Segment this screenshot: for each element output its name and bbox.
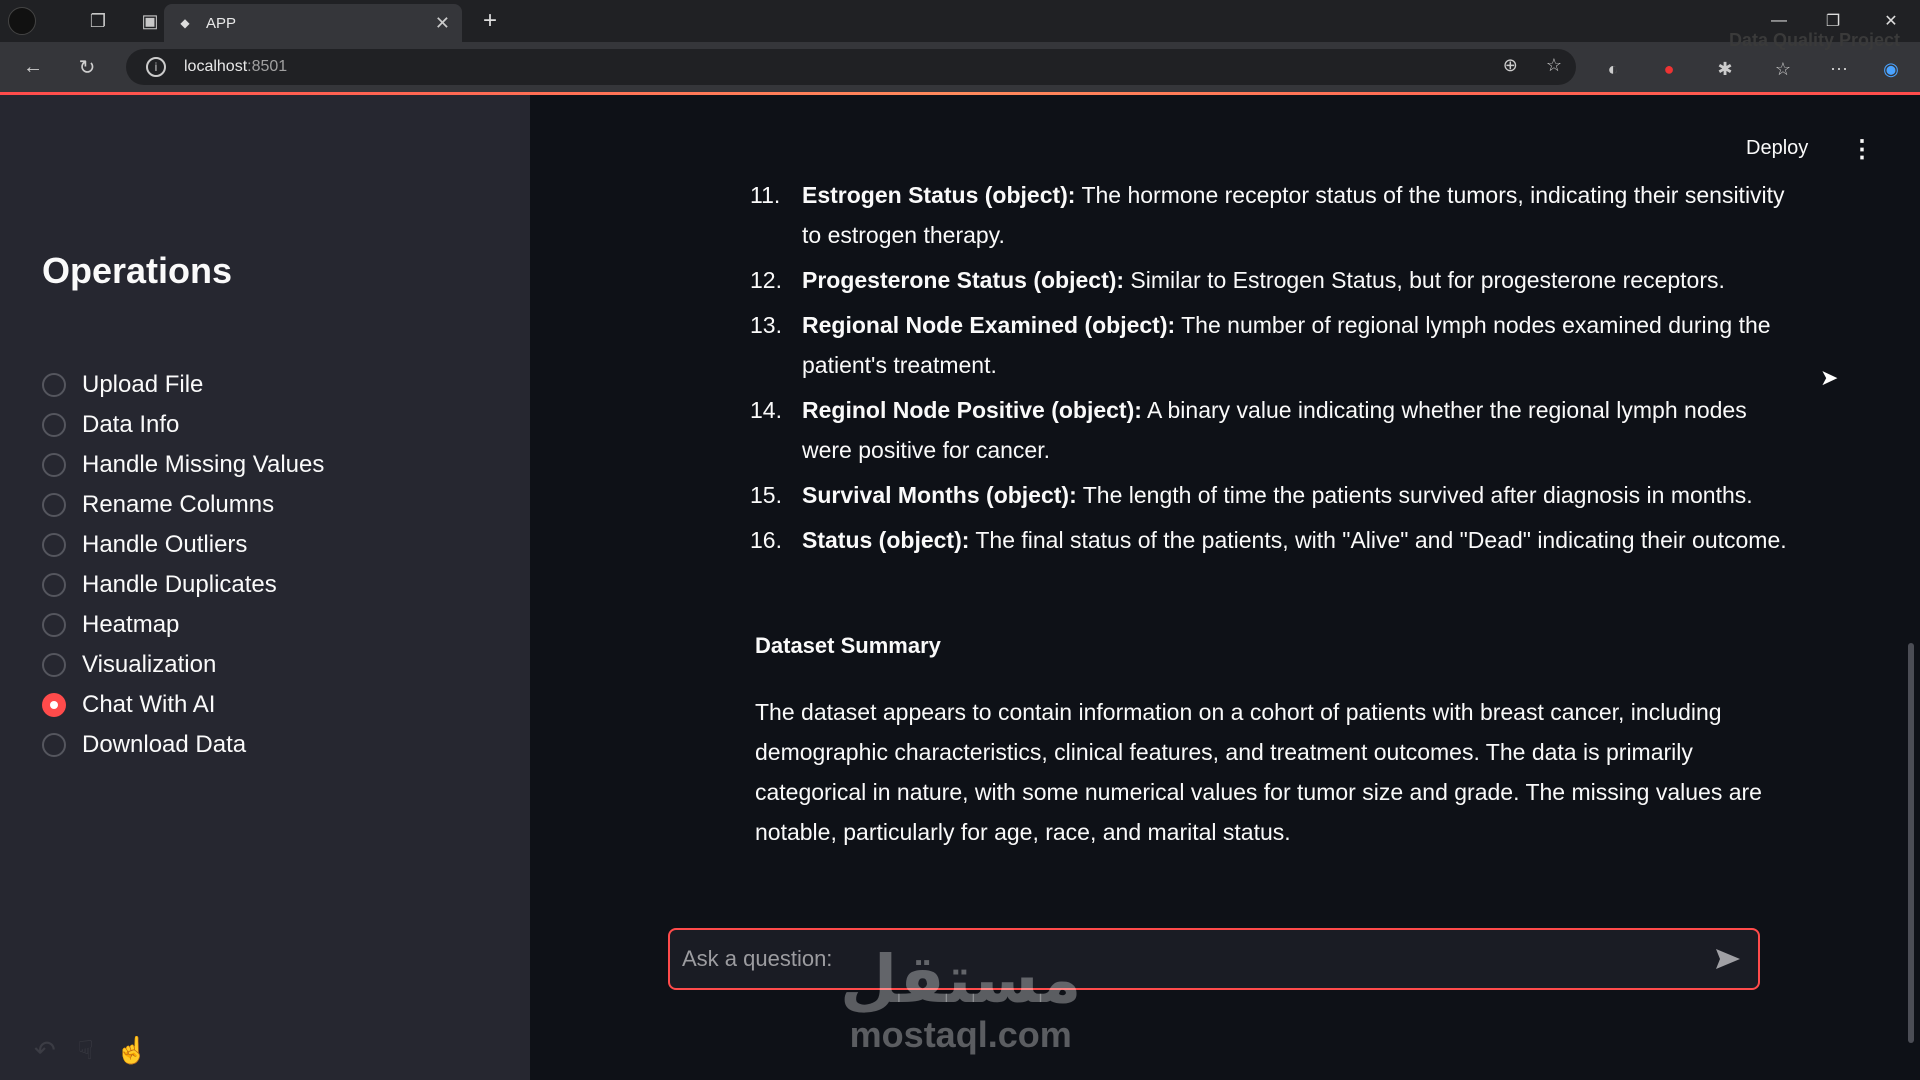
- radio-circle[interactable]: [42, 653, 66, 677]
- list-item: 14. Reginol Node Positive (object): A binary value indicating whether the regional lymph nodes were positive for cancer.: [750, 397, 1747, 463]
- new-tab-button[interactable]: +: [482, 7, 497, 34]
- list-item: 13. Regional Node Examined (object): The number of regional lymph nodes examined during the patient's treatment.: [750, 312, 1771, 378]
- radio-circle[interactable]: [42, 493, 66, 517]
- deploy-button[interactable]: Deploy: [1746, 137, 1809, 159]
- radio-circle[interactable]: [42, 453, 66, 477]
- radio-download-data[interactable]: [42, 725, 324, 765]
- thumbs-down-icon[interactable]: ☟: [77, 1035, 94, 1065]
- workspaces-icon[interactable]: ❐: [89, 10, 107, 31]
- address-bar[interactable]: [126, 49, 1576, 85]
- operations-radio-group: [42, 365, 324, 765]
- dataset-summary-heading: Dataset Summary: [755, 633, 941, 658]
- site-info-icon[interactable]: i: [146, 57, 166, 77]
- streamlit-favicon: ◆: [180, 16, 190, 30]
- copilot-icon[interactable]: ◉: [1883, 58, 1899, 79]
- radio-handle-duplicates[interactable]: [42, 565, 324, 605]
- send-icon[interactable]: [1698, 930, 1758, 988]
- radio-circle[interactable]: [42, 373, 66, 397]
- mouse-cursor-icon: ➤: [1820, 365, 1839, 390]
- list-item: 12. Progesterone Status (object): Similar to Estrogen Status, but for progesterone receptors.: [750, 267, 1725, 293]
- radio-label: Data Info: [82, 411, 180, 438]
- vertical-tabs-icon[interactable]: ▣: [141, 10, 159, 31]
- radio-rename-columns[interactable]: [42, 485, 324, 525]
- radio-label: Handle Duplicates: [82, 571, 277, 598]
- minimize-icon[interactable]: —: [1771, 12, 1787, 29]
- dataset-summary-text: The dataset appears to contain information on a cohort of patients with breast cancer, including demographic characteristics, clinical features, and treatment outcomes. The data is primarily categorical in nature, with some numerical values for tumor size and grade. The missing values are notable, particularly for age, race, and marital status.: [755, 699, 1762, 845]
- list-item: 16. Status (object): The final status of the patients, with "Alive" and "Dead" indicating their outcome.: [750, 527, 1787, 553]
- zoom-icon[interactable]: ⊕: [1502, 55, 1518, 75]
- feedback-icons: [34, 1035, 148, 1066]
- radio-label: Handle Missing Values: [82, 451, 325, 478]
- radio-chat-with-ai[interactable]: [42, 685, 324, 725]
- radio-label: Heatmap: [82, 611, 180, 638]
- radio-label: Download Data: [82, 731, 247, 758]
- browser-nav-bar: [0, 42, 1920, 92]
- main-scrollbar[interactable]: [1908, 643, 1914, 1043]
- tab-title: APP: [206, 14, 237, 32]
- radio-data-info[interactable]: [42, 405, 324, 445]
- sidebar-title: Operations: [42, 250, 233, 291]
- column-description-list: [750, 175, 1800, 565]
- sidebar: [0, 95, 530, 1080]
- bookmark-star-icon[interactable]: ☆: [1545, 55, 1562, 75]
- url-text: localhost:8501: [184, 58, 288, 75]
- main-content: [530, 95, 1920, 1080]
- chat-input[interactable]: [682, 946, 1698, 972]
- list-item: 15. Survival Months (object): The length of time the patients survived after diagnosis in months.: [750, 482, 1753, 508]
- favorites-icon[interactable]: ☆: [1774, 58, 1792, 79]
- reload-icon[interactable]: ↻: [78, 56, 96, 79]
- restore-icon[interactable]: ❐: [1825, 13, 1841, 30]
- radio-handle-missing-values[interactable]: [42, 445, 324, 485]
- radio-label: Rename Columns: [82, 491, 275, 518]
- radio-handle-outliers[interactable]: [42, 525, 324, 565]
- extension-icon[interactable]: ◐: [1607, 58, 1619, 79]
- extension-red-icon[interactable]: ●: [1663, 58, 1675, 79]
- radio-label: Visualization: [82, 651, 217, 678]
- share-icon[interactable]: ↶: [34, 1035, 56, 1065]
- radio-circle[interactable]: [42, 413, 66, 437]
- radio-circle[interactable]: [42, 733, 66, 757]
- radio-heatmap[interactable]: [42, 605, 324, 645]
- close-window-icon[interactable]: ✕: [1884, 13, 1898, 30]
- radio-upload-file[interactable]: [42, 365, 324, 405]
- radio-label: Handle Outliers: [82, 531, 248, 558]
- back-icon[interactable]: ←: [23, 55, 43, 78]
- radio-label: Upload File: [82, 371, 204, 398]
- radio-circle-selected[interactable]: [42, 693, 66, 717]
- radio-circle[interactable]: [42, 533, 66, 557]
- profile-avatar[interactable]: [0, 0, 44, 42]
- watermark-top: Data Quality Project: [1728, 30, 1900, 50]
- browser-tab[interactable]: [164, 4, 462, 42]
- more-menu-icon[interactable]: ⋯: [1830, 58, 1848, 79]
- extensions-puzzle-icon[interactable]: ✱: [1717, 58, 1733, 79]
- radio-label: Chat With AI: [82, 691, 216, 718]
- mostaql-watermark: مستقل mostaql.com: [840, 941, 1082, 1055]
- radio-visualization[interactable]: [42, 645, 324, 685]
- close-tab-icon[interactable]: ✕: [434, 12, 450, 33]
- main-menu-icon[interactable]: ⋮: [1850, 136, 1874, 163]
- thumbs-up-icon[interactable]: ☝: [115, 1035, 149, 1065]
- radio-circle[interactable]: [42, 573, 66, 597]
- chat-input-box[interactable]: [668, 928, 1760, 990]
- list-item: 11. Estrogen Status (object): The hormone receptor status of the tumors, indicating their sensitivity to estrogen therapy.: [750, 182, 1785, 248]
- radio-circle[interactable]: [42, 613, 66, 637]
